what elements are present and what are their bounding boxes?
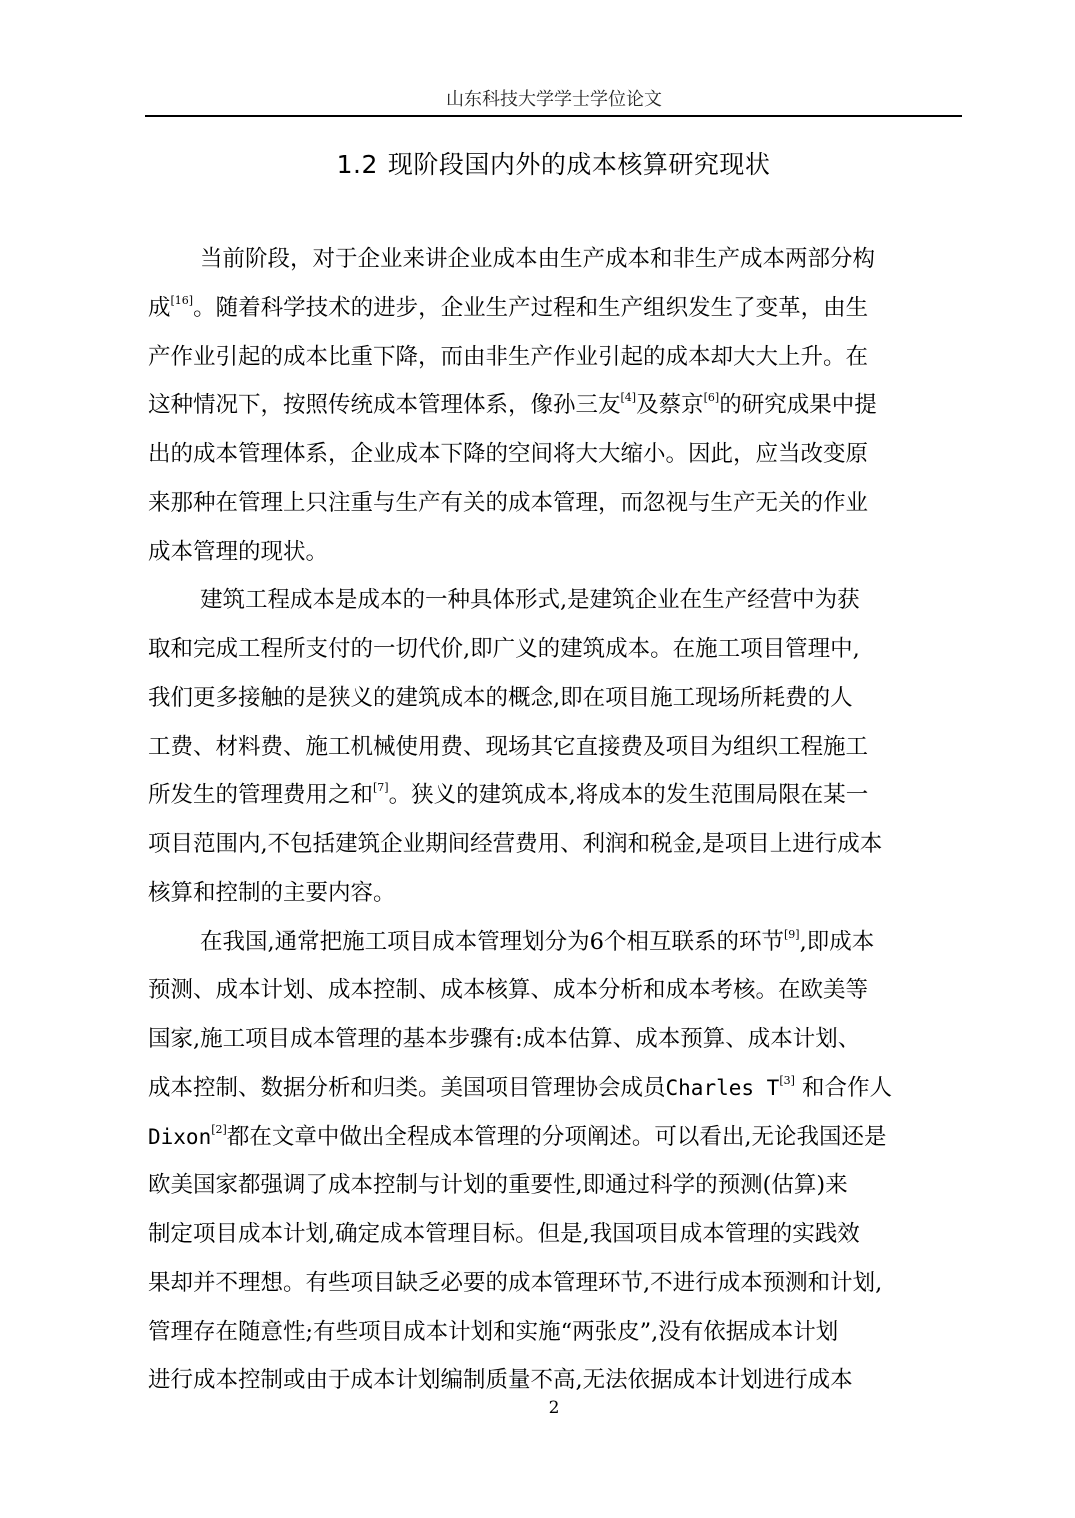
citation-ref: [3] bbox=[779, 1073, 795, 1087]
citation-ref: [6] bbox=[703, 391, 720, 405]
page-number: 2 bbox=[548, 1398, 560, 1418]
author-name: Charles T bbox=[665, 1075, 780, 1100]
text-line: 当前阶段，对于企业来讲企业成本由生产成本和非生产成本两部分构 bbox=[200, 246, 876, 272]
text-line: 国家,施工项目成本管理的基本步骤有:成本估算、成本预算、成本计划、 bbox=[148, 1026, 861, 1052]
section-title: 现阶段国内外的成本核算研究现状 bbox=[387, 150, 771, 179]
text-line: 成本控制、数据分析和归类。美国项目管理协会成员Charles T[3] 和合作人 bbox=[148, 1073, 893, 1101]
citation-ref: [2] bbox=[211, 1122, 227, 1136]
text-line: 工费、材料费、施工机械使用费、现场其它直接费及项目为组织工程施工 bbox=[148, 733, 869, 760]
author-name: Dixon bbox=[148, 1124, 212, 1149]
body-text bbox=[148, 235, 963, 1405]
text-line: 取和完成工程所支付的一切代价,即广义的建筑成本。在施工项目管理中, bbox=[148, 636, 860, 662]
text-line: 预测、成本计划、成本控制、成本核算、成本分析和成本考核。在欧美等 bbox=[148, 977, 869, 1004]
citation-ref: [9] bbox=[783, 927, 800, 941]
text-line: 我们更多接触的是狭义的建筑成本的概念,即在项目施工现场所耗费的人 bbox=[148, 684, 853, 711]
text-line: 所发生的管理费用之和[7]。狭义的建筑成本,将成本的发生范围局限在某一 bbox=[148, 781, 869, 809]
section-number: 1.2 bbox=[336, 150, 378, 179]
text-line: 成[16]。随着科学技术的进步，企业生产过程和生产组织发生了变革，由生 bbox=[148, 293, 869, 321]
text-line: 出的成本管理体系，企业成本下降的空间将大大缩小。因此，应当改变原 bbox=[148, 441, 869, 467]
header-rule bbox=[145, 115, 962, 117]
text-line: 建筑工程成本是成本的一种具体形式,是建筑企业在生产经营中为获 bbox=[200, 587, 860, 614]
text-line: 果却并不理想。有些项目缺乏必要的成本管理环节,不进行成本预测和计划, bbox=[148, 1269, 883, 1296]
text-line: 在我国,通常把施工项目成本管理划分为6个相互联系的环节[9],即成本 bbox=[200, 927, 875, 955]
paragraph bbox=[148, 235, 963, 576]
text-line: Dixon[2]都在文章中做出全程成本管理的分项阐述。可以看出,无论我国还是 bbox=[148, 1122, 887, 1150]
text-line: 欧美国家都强调了成本控制与计划的重要性,即通过科学的预测(估算)来 bbox=[148, 1172, 848, 1199]
paragraph bbox=[148, 576, 963, 917]
citation-ref: [7] bbox=[373, 781, 389, 795]
text-line: 进行成本控制或由于成本计划编制质量不高,无法依据成本计划进行成本 bbox=[148, 1367, 853, 1394]
text-line: 产作业引起的成本比重下降，而由非生产作业引起的成本却大大上升。在 bbox=[148, 343, 869, 370]
paragraph bbox=[148, 918, 963, 1406]
citation-ref: [16] bbox=[170, 293, 194, 307]
text-line: 核算和控制的主要内容。 bbox=[148, 879, 396, 906]
running-header: 山东科技大学学士学位论文 bbox=[446, 89, 662, 110]
text-line: 管理存在随意性;有些项目成本计划和实施“两张皮”,没有依据成本计划 bbox=[148, 1318, 839, 1345]
text-line: 这种情况下，按照传统成本管理体系，像孙三友[4]及蔡京[6]的研究成果中提 bbox=[148, 391, 877, 419]
section-heading bbox=[145, 147, 962, 183]
text-line: 成本管理的现状。 bbox=[148, 538, 329, 565]
citation-ref: [4] bbox=[620, 391, 637, 405]
text-line: 来那种在管理上只注重与生产有关的成本管理，而忽视与生产无关的作业 bbox=[148, 489, 869, 516]
text-line: 制定项目成本计划,确定成本管理目标。但是,我国项目成本管理的实践效 bbox=[148, 1221, 860, 1247]
text-line: 项目范围内,不包括建筑企业期间经营费用、利润和税金,是项目上进行成本 bbox=[148, 831, 883, 857]
